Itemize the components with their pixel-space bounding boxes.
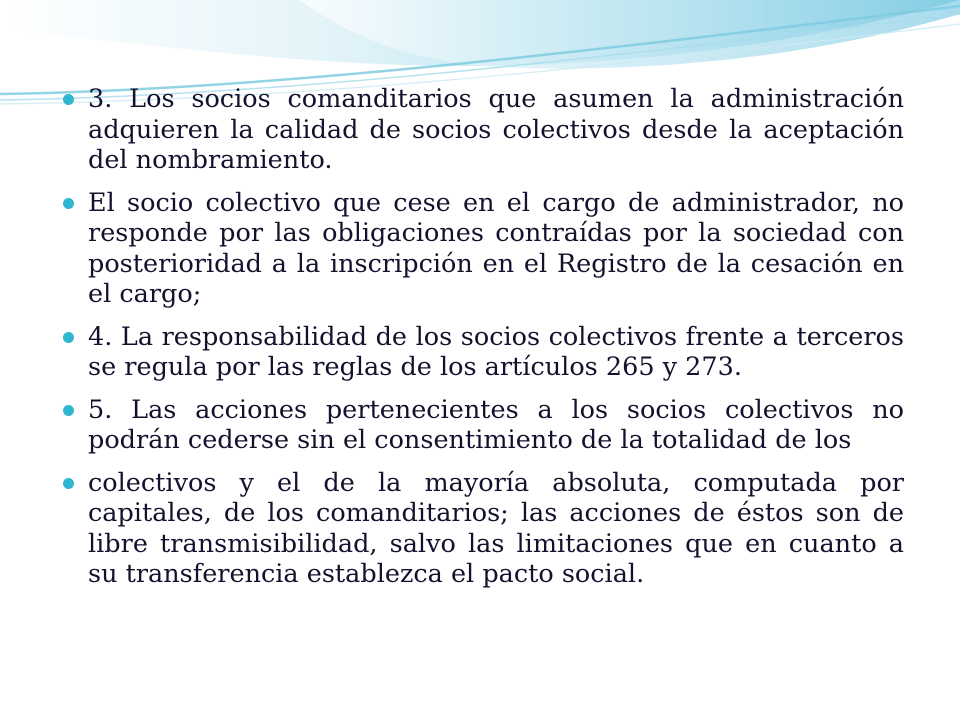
bullet-item xyxy=(62,84,904,176)
bullet-text: 4. La responsabilidad de los socios colectivos frente a terceros se regula por las reglas de los artículos 265 y 273. xyxy=(88,321,904,382)
bullet-dot-icon xyxy=(63,94,74,105)
bullet-item xyxy=(62,395,904,456)
bullet-text: 3. Los socios comanditarios que asumen la administración adquieren la calidad de socios colectivos desde la aceptación del nombramiento. xyxy=(88,84,904,175)
bullet-dot-icon xyxy=(63,405,74,416)
bullet-text: colectivos y el de la mayoría absoluta, computada por capitales, de los comanditarios; las acciones de éstos son de libre transmisibilidad, salvo las limitaciones que en cuanto a su transferencia establezca el pacto social. xyxy=(88,467,904,589)
bullet-dot-icon xyxy=(63,478,74,489)
bullet-item xyxy=(62,468,904,590)
bullet-dot-icon xyxy=(63,198,74,209)
bullet-dot-icon xyxy=(63,332,74,343)
bullet-list xyxy=(62,84,904,602)
bullet-text: El socio colectivo que cese en el cargo de administrador, no responde por las obligaciones contraídas por la sociedad con posterioridad a la inscripción en el Registro de la cesación en el cargo; xyxy=(88,187,904,309)
bullet-text: 5. Las acciones pertenecientes a los socios colectivos no podrán cederse sin el consentimiento de la totalidad de los xyxy=(88,394,904,455)
bullet-item xyxy=(62,322,904,383)
bullet-item xyxy=(62,188,904,310)
